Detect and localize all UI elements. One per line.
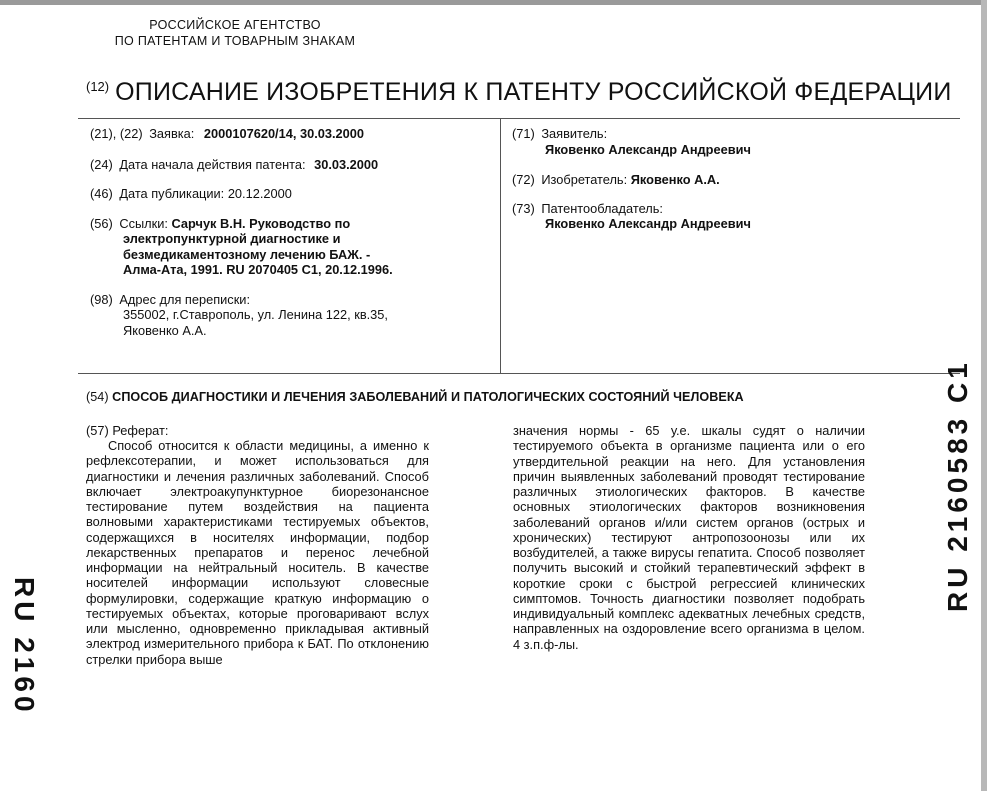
bibliographic-left-column — [90, 126, 495, 338]
side-patent-number-left: RU 2160 — [9, 577, 40, 716]
document-title-code: (12) — [86, 79, 110, 94]
side-patent-number-right: RU 2160583 C1 — [942, 359, 973, 612]
invention-title-text: СПОСОБ ДИАГНОСТИКИ И ЛЕЧЕНИЯ ЗАБОЛЕВАНИЙ И ПАТОЛОГИЧЕСКИХ СОСТОЯНИЙ ЧЕЛОВЕКА — [112, 390, 744, 404]
field-start-date: (24) Дата начала действия патента: 30.03.2000 — [90, 156, 379, 172]
field-correspondence-address: (98) Адрес для переписки: 355002, г.Ставрополь, ул. Ленина 122, кв.35, Яковенко А.А. — [90, 291, 388, 338]
document-title-text: ОПИСАНИЕ ИЗОБРЕТЕНИЯ К ПАТЕНТУ РОССИЙСКОЙ ФЕДЕРАЦИИ — [115, 78, 952, 106]
right-frame-border — [981, 0, 987, 791]
top-border — [0, 0, 987, 5]
bibliographic-block — [78, 118, 960, 374]
abstract-heading: (57) Реферат: — [86, 423, 169, 438]
field-publication-date: (46) Дата публикации: 20.12.2000 — [90, 186, 292, 201]
document-title — [86, 78, 952, 107]
bibliographic-right-column — [512, 126, 952, 232]
agency-header — [103, 17, 367, 49]
column-divider — [500, 119, 501, 374]
field-patent-owner: (73) Патентообладатель: Яковенко Александр Андреевич — [512, 200, 751, 231]
agency-line-2: ПО ПАТЕНТАМ И ТОВАРНЫМ ЗНАКАМ — [114, 34, 356, 48]
field-references: (56) Ссылки: Сарчук В.Н. Руководство по электропунктурной диагностике и безмедикаментозному лечению БАЖ. - Алма-Ата, 1991. RU 2070405 C1, 20.12.1996. — [90, 215, 393, 277]
field-inventor: (72) Изобретатель: Яковенко А.А. — [512, 172, 720, 187]
field-application: (21), (22) Заявка: 2000107620/14, 30.03.2000 — [90, 126, 365, 141]
invention-title — [86, 390, 966, 404]
abstract-right-column: значения нормы - 65 у.е. шкалы судят о наличии тестируемого объекта в организме пациента или о его утвердительной реакции на него. Для установления причин выявленных заболеваний проводят тестирование различных этиологических факторов. В качестве основных этиологических факторов возникновения заболеваний органов и/или систем органов (острых и хронических) тестируют антропозоонозы или их возбудителей, а также вирусы гепатита. Способ позволяет получить высокий и стойкий терапевтический эффект в короткие сроки с быстрой регрессией клинических симптомов. Точность диагностики позволяет подобрать индивидуальный комплекс адекватных лечебных средств, направленных на оздоровление всего организма в целом. 4 з.п.ф-лы. — [513, 423, 865, 652]
agency-line-1: РОССИЙСКОЕ АГЕНТСТВО — [149, 18, 321, 32]
field-applicant: (71) Заявитель: Яковенко Александр Андреевич — [512, 126, 751, 157]
invention-title-code: (54) — [86, 390, 109, 404]
abstract-left-column: Способ относится к области медицины, а именно к рефлексотерапии, и может использоваться для диагностики и лечения различных заболеваний. Способ включает электроакупунктурное биорезонансное тестирование путем воздействия на пациента волновыми характеристиками тестируемых объектов, содержащихся в носителях информации, подбор лекарственных препаратов и перенос лечебной информации на нейтральный носитель. В качестве носителей информации используют словесные формулировки, содержащие краткую информацию о тестируемых объектах, которые проговаривают вслух или мысленно, одновременно прикладывая активный электрод измерительного прибора к БАТ. По отклонению стрелки прибора выше — [86, 438, 429, 667]
